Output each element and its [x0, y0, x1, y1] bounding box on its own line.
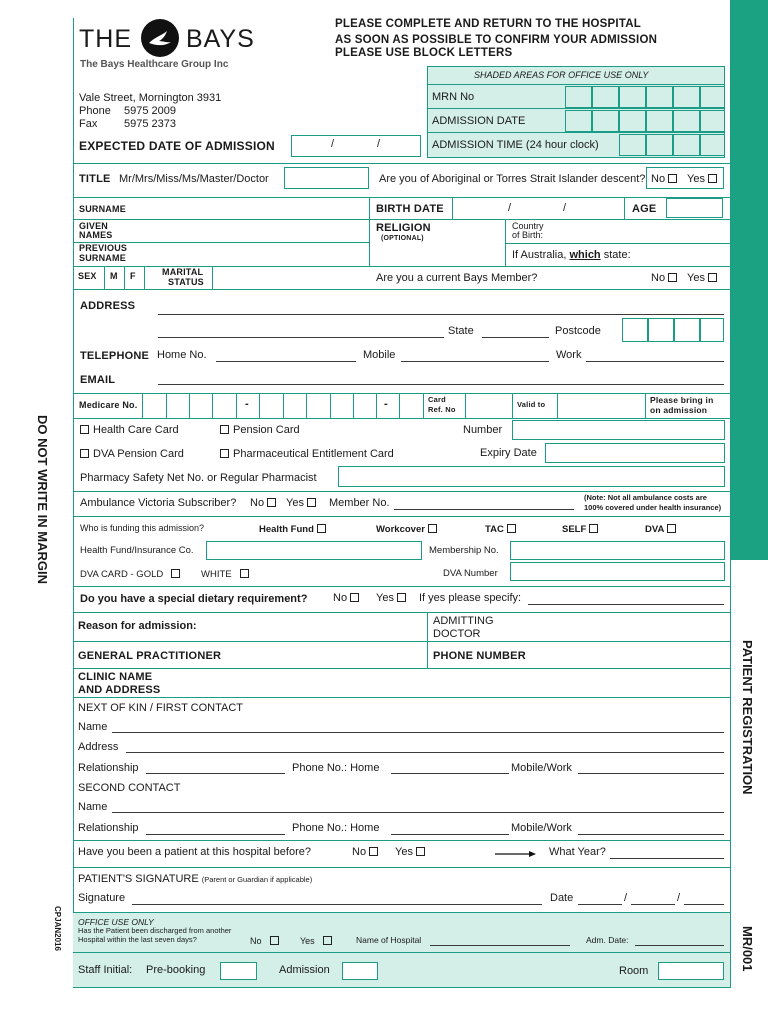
- title-label: TITLE: [79, 173, 111, 185]
- dva-number-label: DVA Number: [443, 568, 498, 579]
- address-label: ADDRESS: [80, 300, 136, 312]
- postcode-label: Postcode: [555, 325, 601, 337]
- patient-before-no[interactable]: No: [352, 846, 378, 858]
- second-relationship-label: Relationship: [78, 822, 139, 834]
- of-birth-label: of Birth:: [512, 230, 544, 240]
- dietary-question: Do you have a special dietary requirement?: [80, 593, 308, 605]
- email-label: EMAIL: [80, 374, 116, 386]
- group-name: The Bays Healthcare Group Inc: [80, 59, 229, 70]
- pharmacy-input[interactable]: [338, 466, 725, 487]
- nok-relationship-input[interactable]: [146, 773, 285, 774]
- date-slash: /: [563, 202, 567, 214]
- health-care-card-option[interactable]: Health Care Card: [80, 424, 179, 436]
- nok-heading: NEXT OF KIN / FIRST CONTACT: [78, 702, 244, 714]
- admission-date-label: ADMISSION DATE: [432, 115, 526, 127]
- member-no[interactable]: No: [651, 272, 677, 284]
- nok-address-input[interactable]: [126, 752, 724, 753]
- ambulance-member-input[interactable]: [394, 509, 574, 510]
- funding-question: Who is funding this admission?: [80, 523, 205, 533]
- phone-label: Phone: [79, 105, 111, 117]
- expiry-label: Expiry Date: [480, 447, 537, 459]
- patient-signature-heading: PATIENT'S SIGNATURE (Parent or Guardian if applicable): [78, 873, 313, 885]
- postcode-cell[interactable]: [674, 318, 700, 342]
- medicare-label: Medicare No.: [79, 400, 138, 410]
- room-label: Room: [619, 965, 649, 977]
- medicare-dash: -: [384, 398, 388, 410]
- checkbox-icon: [80, 425, 89, 434]
- checkbox-icon: [507, 524, 516, 533]
- ambulance-no[interactable]: No: [250, 497, 276, 509]
- ambulance-note-2: 100% covered under health insurance): [584, 503, 722, 512]
- dva-pension-option[interactable]: DVA Pension Card: [80, 448, 184, 460]
- mrn-cell[interactable]: [700, 86, 725, 108]
- funding-workcover[interactable]: Workcover: [376, 524, 437, 535]
- state-label: State: [448, 325, 474, 337]
- home-phone-input[interactable]: [216, 361, 356, 362]
- mrn-cell[interactable]: [646, 86, 673, 108]
- aboriginal-yes[interactable]: Yes: [687, 173, 717, 185]
- medicare-dash: -: [245, 398, 249, 410]
- gp-label: GENERAL PRACTITIONER: [78, 650, 222, 662]
- checkbox-icon: [589, 524, 598, 533]
- logo-bird-icon: [141, 19, 179, 57]
- clinic-label-2: AND ADDRESS: [78, 684, 161, 696]
- checkbox-icon: [307, 498, 316, 507]
- date-slash: /: [331, 138, 335, 150]
- postcode-cell[interactable]: [700, 318, 724, 342]
- date-slash: /: [624, 892, 628, 904]
- checkbox-icon: [240, 569, 249, 578]
- dietary-no[interactable]: No: [333, 592, 359, 604]
- form-title-vertical: PATIENT REGISTRATION: [740, 640, 755, 795]
- second-relationship-input[interactable]: [146, 834, 285, 835]
- date-slash: /: [677, 892, 681, 904]
- dva-number-input[interactable]: [510, 562, 725, 581]
- title-input[interactable]: [284, 167, 369, 189]
- dietary-yes[interactable]: Yes: [376, 592, 406, 604]
- age-input[interactable]: [666, 198, 723, 218]
- nok-mobile-work-label: Mobile/Work: [511, 762, 572, 774]
- signature-date-month[interactable]: [631, 904, 675, 905]
- mrn-cell[interactable]: [565, 86, 592, 108]
- admission-time-cell[interactable]: [673, 134, 700, 156]
- admission-date-cell[interactable]: [646, 110, 673, 132]
- mrn-cell[interactable]: [619, 86, 646, 108]
- insurance-co-label: Health Fund/Insurance Co.: [80, 545, 194, 556]
- aboriginal-question: Are you of Aboriginal or Torres Strait Islander descent?: [379, 173, 646, 185]
- hospital-address: Vale Street, Mornington 3931: [79, 92, 222, 104]
- patient-before-yes[interactable]: Yes: [395, 846, 425, 858]
- mrn-cell[interactable]: [592, 86, 619, 108]
- phone-number-label: PHONE NUMBER: [433, 650, 526, 662]
- doc-code: CPJAN2016: [53, 906, 62, 951]
- signature-input[interactable]: [132, 904, 542, 905]
- discharged-no[interactable]: No: [250, 936, 279, 947]
- logo-text-left: THE: [79, 25, 132, 53]
- sex-label: SEX: [78, 271, 97, 281]
- nok-mobile-work-input[interactable]: [578, 773, 724, 774]
- logo-text-right: BAYS: [186, 25, 255, 53]
- address-line[interactable]: [158, 314, 724, 315]
- reason-label: Reason for admission:: [78, 620, 197, 632]
- address-line-2[interactable]: [158, 337, 444, 338]
- fax-label: Fax: [79, 118, 98, 130]
- instructions-line2: AS SOON AS POSSIBLE TO CONFIRM YOUR ADMISSION: [335, 34, 658, 46]
- expected-date-input[interactable]: [291, 135, 421, 157]
- surname-label: SURNAME: [79, 204, 126, 214]
- pension-card-option[interactable]: Pension Card: [220, 424, 300, 436]
- second-mobile-work-label: Mobile/Work: [511, 822, 572, 834]
- what-year-input[interactable]: [610, 858, 724, 859]
- telephone-label: TELEPHONE: [80, 350, 150, 362]
- room-input[interactable]: [658, 962, 724, 980]
- admission-time-cell[interactable]: [619, 134, 646, 156]
- form-right-border: [730, 0, 731, 988]
- ambulance-yes[interactable]: Yes: [286, 497, 316, 509]
- office-use-title: SHADED AREAS FOR OFFICE USE ONLY: [474, 70, 649, 80]
- mobile-label: Mobile: [363, 349, 396, 361]
- arrow-right-icon: [495, 849, 537, 857]
- checkbox-icon: [708, 174, 717, 183]
- birth-date-label: BIRTH DATE: [376, 203, 444, 215]
- australia-state-label: If Australia, which state:: [512, 249, 631, 261]
- ambulance-label: Ambulance Victoria Subscriber?: [80, 497, 237, 509]
- checkbox-icon: [270, 936, 279, 945]
- instructions-line3: PLEASE USE BLOCK LETTERS: [335, 47, 513, 59]
- prebooking-label: Pre-booking: [146, 964, 206, 976]
- dietary-specify-label: If yes please specify:: [419, 592, 522, 604]
- second-phone-home-input[interactable]: [391, 834, 509, 835]
- age-label: AGE: [632, 203, 657, 215]
- nok-phone-home-input[interactable]: [391, 773, 509, 774]
- admission-date-cell[interactable]: [592, 110, 619, 132]
- discharged-question-1: Has the Patient been discharged from another: [78, 926, 232, 935]
- number-label: Number: [463, 424, 503, 436]
- pharmacy-label: Pharmacy Safety Net No. or Regular Pharmacist: [80, 472, 317, 484]
- mrn-label: MRN No: [432, 91, 475, 103]
- email-input[interactable]: [158, 384, 724, 385]
- aboriginal-no[interactable]: No: [651, 173, 677, 185]
- second-phone-home-label: Phone No.: Home: [292, 822, 380, 834]
- insurance-co-input[interactable]: [206, 541, 422, 560]
- admission-time-cell[interactable]: [700, 134, 725, 156]
- admission-date-cell[interactable]: [700, 110, 725, 132]
- admission-time-cell[interactable]: [646, 134, 673, 156]
- margin-warning: DO NOT WRITE IN MARGIN: [35, 415, 50, 584]
- discharged-yes[interactable]: Yes: [300, 936, 332, 947]
- admission-date-cell[interactable]: [673, 110, 700, 132]
- dva-gold-option[interactable]: DVA CARD - GOLD: [80, 569, 180, 580]
- ambulance-note-1: (Note: Not all ambulance costs are: [584, 493, 707, 502]
- sex-f[interactable]: F: [130, 271, 136, 281]
- checkbox-icon: [171, 569, 180, 578]
- nok-relationship-label: Relationship: [78, 762, 139, 774]
- admitting-label: ADMITTING: [433, 615, 494, 627]
- checkbox-icon: [397, 593, 406, 602]
- home-no-label: Home No.: [157, 349, 207, 361]
- admission-date-cell[interactable]: [619, 110, 646, 132]
- religion-optional: (OPTIONAL): [381, 235, 424, 242]
- mrn-cell[interactable]: [673, 86, 700, 108]
- work-phone-input[interactable]: [586, 361, 724, 362]
- staff-initial-label: Staff Initial:: [78, 964, 133, 976]
- sex-m[interactable]: M: [110, 271, 118, 281]
- country-label: Country: [512, 221, 544, 231]
- form-code: MR/001: [740, 926, 755, 972]
- second-name-input[interactable]: [112, 812, 724, 813]
- what-year-label: What Year?: [549, 846, 606, 858]
- membership-no-input[interactable]: [510, 541, 725, 560]
- bays-member-question: Are you a current Bays Member?: [376, 272, 538, 284]
- bring-in-line2: on admission: [650, 405, 708, 415]
- admission-input[interactable]: [342, 962, 378, 980]
- valid-to-label: Valid to: [517, 400, 546, 409]
- ref-no-label: Ref. No: [428, 405, 456, 414]
- pharma-card-option[interactable]: Pharmaceutical Entitlement Card: [220, 448, 394, 460]
- date-slash: /: [377, 138, 381, 150]
- signature-date-year[interactable]: [684, 904, 724, 905]
- hospital-name-label: Name of Hospital: [356, 935, 422, 945]
- bring-in-line1: Please bring in: [650, 395, 714, 405]
- checkbox-icon: [220, 425, 229, 434]
- funding-health-fund[interactable]: Health Fund: [259, 524, 326, 535]
- green-side-bar: [731, 0, 768, 560]
- signature-date-label: Date: [550, 892, 574, 904]
- membership-no-label: Membership No.: [429, 545, 499, 556]
- second-name-label: Name: [78, 801, 108, 813]
- clinic-label-1: CLINIC NAME: [78, 671, 153, 683]
- adm-date-input[interactable]: [635, 945, 724, 946]
- given-label: GIVEN: [79, 221, 109, 231]
- checkbox-icon: [428, 524, 437, 533]
- marital-label: MARITAL: [162, 267, 204, 277]
- checkbox-icon: [708, 273, 717, 282]
- checkbox-icon: [317, 524, 326, 533]
- signature-date-day[interactable]: [578, 904, 622, 905]
- member-yes[interactable]: Yes: [687, 272, 717, 284]
- date-slash: /: [508, 202, 512, 214]
- second-contact-heading: SECOND CONTACT: [78, 782, 181, 794]
- postcode-cell[interactable]: [648, 318, 674, 342]
- prebooking-input[interactable]: [220, 962, 257, 980]
- expected-date-label: EXPECTED DATE OF ADMISSION: [79, 139, 275, 153]
- checkbox-icon: [668, 174, 677, 183]
- patient-before-question: Have you been a patient at this hospital before?: [78, 846, 311, 858]
- names-label: NAMES: [79, 230, 113, 240]
- checkbox-icon: [350, 593, 359, 602]
- signature-label: Signature: [78, 892, 126, 904]
- adm-date-label: Adm. Date:: [586, 935, 629, 945]
- admission-label: Admission: [279, 964, 330, 976]
- second-mobile-work-input[interactable]: [578, 834, 724, 835]
- checkbox-icon: [267, 498, 276, 507]
- work-label: Work: [556, 349, 582, 361]
- member-no-label: Member No.: [329, 497, 390, 509]
- fax-value: 5975 2373: [124, 118, 176, 130]
- phone-value: 5975 2009: [124, 105, 176, 117]
- checkbox-icon: [323, 936, 332, 945]
- office-only-label: OFFICE USE ONLY: [78, 917, 154, 927]
- doctor-label: DOCTOR: [433, 628, 481, 640]
- funding-dva[interactable]: DVA: [645, 524, 676, 535]
- nok-phone-home-label: Phone No.: Home: [292, 762, 380, 774]
- title-options: Mr/Mrs/Miss/Ms/Master/Doctor: [119, 173, 269, 185]
- checkbox-icon: [220, 449, 229, 458]
- postcode-cell[interactable]: [622, 318, 648, 342]
- nok-name-input[interactable]: [112, 732, 724, 733]
- prev-surname-label: SURNAME: [79, 253, 126, 263]
- admission-date-cell[interactable]: [565, 110, 592, 132]
- checkbox-icon: [668, 273, 677, 282]
- checkbox-icon: [416, 847, 425, 856]
- admission-time-label: ADMISSION TIME (24 hour clock): [432, 139, 599, 151]
- state-input[interactable]: [482, 337, 549, 338]
- funding-self[interactable]: SELF: [562, 524, 598, 535]
- checkbox-icon: [80, 449, 89, 458]
- checkbox-icon: [369, 847, 378, 856]
- card-label: Card: [428, 395, 446, 404]
- expiry-input[interactable]: [545, 443, 725, 463]
- nok-address-label: Address: [78, 741, 119, 753]
- hospital-name-input[interactable]: [430, 945, 570, 946]
- previous-label: PREVIOUS: [79, 243, 128, 253]
- mobile-input[interactable]: [401, 361, 549, 362]
- nok-name-label: Name: [78, 721, 108, 733]
- dietary-specify-input[interactable]: [528, 604, 724, 605]
- instructions-line1: PLEASE COMPLETE AND RETURN TO THE HOSPITAL: [335, 18, 641, 30]
- dva-white-option[interactable]: WHITE: [201, 569, 249, 580]
- funding-tac[interactable]: TAC: [485, 524, 516, 535]
- checkbox-icon: [667, 524, 676, 533]
- discharged-question-2: Hospital within the last seven days?: [78, 935, 197, 944]
- card-number-input[interactable]: [512, 420, 725, 440]
- religion-label: RELIGION: [376, 222, 431, 234]
- status-label: STATUS: [168, 277, 204, 287]
